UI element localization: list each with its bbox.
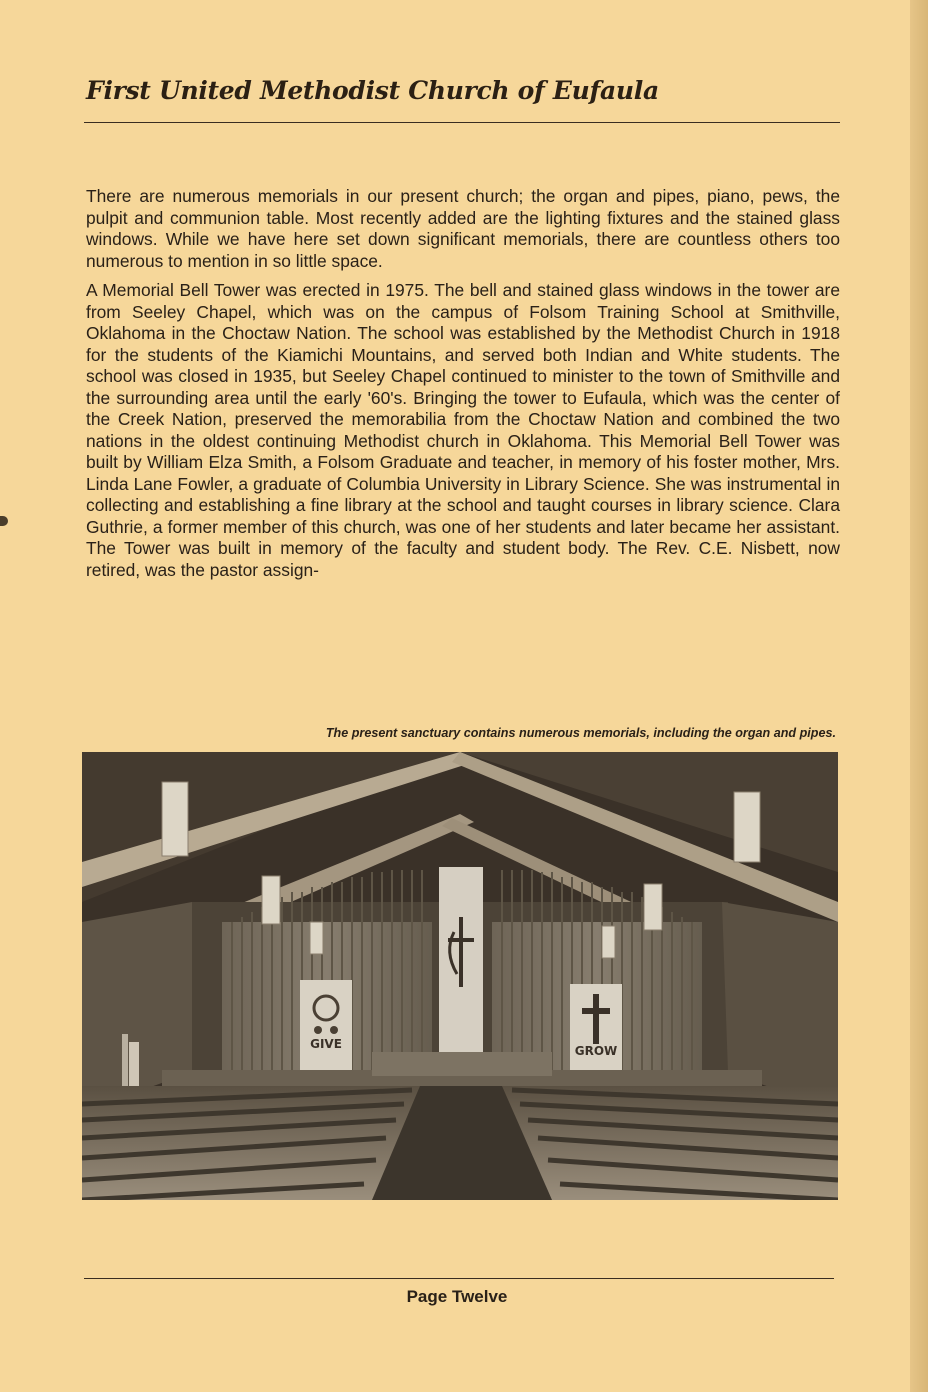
paragraph-bell-tower: A Memorial Bell Tower was erected in 1975. The bell and stained glass windows in the tower are from Seeley Chapel, which was on the campus of Folsom Training School at Smithville, Oklahoma in the Choctaw Nation. The school was established by the Methodist Church in 1918 for the students of the Kiamichi Mountains, and served both Indian and White students. The school was closed in 1935, but Seeley Chapel continued to minister to the town of Smithville and the surrounding area until the early '60's. Bringing the tower to Eufaula, which was the center of the Creek Nation, preserved the memorabilia from the Choctaw Nation and combined the two nations in the oldest continuing Methodist church in Oklahoma. This Memorial Bell Tower was built by William Elza Smith, a Folsom Graduate and teacher, in memory of his foster mother, Mrs. Linda Lane Fowler, a graduate of Columbia University in Library Science. She was instrumental in collecting and establishing a fine library at the school and taught courses in library science. Clara Guthrie, a former member of this church, was one of her students and later became her assistant. The Tower was built in memory of the faculty and student body. The Rev. C.E. Nisbett, now retired, was the pastor assign- <box>86 280 840 580</box>
body-text <box>86 186 840 589</box>
give-banner-text: GIVE <box>310 1037 342 1051</box>
page-number: Page Twelve <box>406 1287 508 1306</box>
sanctuary-illustration <box>82 752 838 1200</box>
page-edge <box>910 0 928 1392</box>
grow-banner <box>570 984 622 1080</box>
header-divider <box>84 122 840 123</box>
give-banner <box>300 980 352 1076</box>
photo-caption: The present sanctuary contains numerous memorials, including the organ and pipes. <box>325 726 836 740</box>
paragraph-memorials: There are numerous memorials in our present church; the organ and pipes, piano, pews, the pulpit and communion table. Most recently added are the lighting fixtures and the stained glass windows. While we have here set down significant memorials, there are countless others too numerous to mention in so little space. <box>86 186 840 271</box>
footer-divider <box>84 1278 834 1279</box>
grow-banner-text: GROW <box>574 1044 618 1058</box>
center-cross-hanging <box>439 867 483 1067</box>
page-header-title: First United Methodist Church of Eufaula <box>86 76 659 105</box>
sanctuary-photo <box>82 752 838 1200</box>
binding-mark <box>0 516 8 526</box>
flag <box>122 1034 139 1094</box>
